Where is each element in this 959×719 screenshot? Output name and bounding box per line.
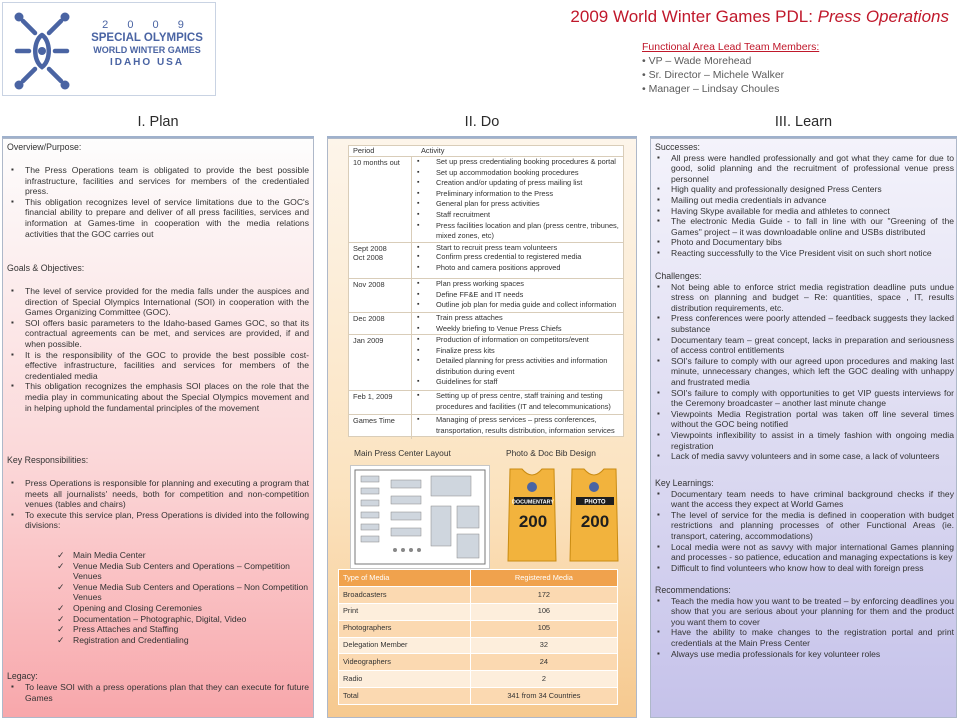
timeline-activity: ▪ General plan for press activities [414,199,621,210]
division-item: ✓ Venue Media Sub Centers and Operations – Competition Venues [51,561,309,582]
bib2-label: PHOTO [584,499,606,506]
timeline-row [349,242,623,252]
timeline-activity: ▪ Press facilities location and plan (press centre, tribunes, mixed zones, etc) [414,221,621,242]
plan-panel [2,138,314,718]
timeline-activity: ▪ Creation and/or updating of press mailing list [414,178,621,189]
timeline-activity: ▪ Preliminary information to the Press [414,189,621,200]
timeline-activity: ▪ Outline job plan for media guide and collect information [414,300,621,311]
do-panel [327,138,637,718]
key-item: ▪ To execute this service plan, Press Operations is divided into the following divisions: [7,510,309,531]
division-item: ✓ Documentation – Photographic, Digital, Video [51,614,309,625]
overview-item: ▪ The Press Operations team is obligated to provide the best possible infrastructure, facilities and services for members of the credentialed press. [7,165,309,197]
challenge-item: ▪ Press conferences were poorly attended – feedback suggests they lacked substance [653,313,954,334]
logo-line2: WORLD WINTER GAMES [93,45,201,55]
challenge-item: ▪ SOI's failure to comply with opportunities to get VIP guests interviews for the Ceremony broadcaster – another last minute change [653,388,954,409]
timeline-activity: ▪ Detailed planning for press activities and information distribution during event [414,356,621,377]
recommend-item: ▪ Always use media professionals for key volunteer roles [653,649,954,660]
timeline-period: Jan 2009 [353,336,384,345]
media-type-cell: Radio [339,671,471,688]
media-table [338,569,618,705]
timeline-row [349,156,623,242]
divisions-list [51,550,309,645]
challenge-item: ▪ Documentary team – great concept, lacks in preparation and seriousness of access control entitlements [653,335,954,356]
media-table-row [339,654,618,671]
timeline-period: 10 months out [353,158,400,167]
keylearn-item: ▪ Documentary team needs to have criminal background checks if they want the access they expect at World Games [653,489,954,510]
challenge-item: ▪ Viewpoints inflexibility to assist in a timely fashion with ongoing media registration [653,430,954,451]
challenge-item: ▪ Lack of media savvy volunteers and in some case, a lack of volunteers [653,451,954,462]
media-table-header-type: Type of Media [339,570,471,587]
division-item: ✓ Press Attaches and Staffing [51,624,309,635]
media-table-header-count: Registered Media [470,570,617,587]
timeline-row [349,278,623,312]
success-item: ▪ Mailing out media credentials in advance [653,195,954,206]
keylearn-item: ▪ The level of service for the media is defined in cooperation with budget restrictions and planning processes of other Functional Areas (ie. transport, catering, accommodations) [653,510,954,542]
division-item: ✓ Main Media Center [51,550,309,561]
bib1-number: 200 [518,512,548,531]
timeline-row [349,334,623,390]
page-title [570,7,949,27]
keylearn-heading: Key Learnings: [655,478,714,488]
success-item: ▪ Photo and Documentary bibs [653,237,954,248]
timeline-activity: ▪ Weekly briefing to Venue Press Chiefs [414,324,621,335]
division-item: ✓ Registration and Credentialing [51,635,309,646]
timeline-activities [411,335,621,391]
media-type-cell: Print [339,603,471,620]
logo-line3: IDAHO USA [109,57,185,68]
timeline-activity: ▪ Plan press working spaces [414,279,621,290]
goal-item: ▪ It is the responsibility of the GOC to provide the best possible cost-effective infrastructure, facilities and services for members of the credentialed media [7,350,309,382]
floorplan-drawing [351,466,489,568]
media-table-row [339,637,618,654]
timeline-activity: ▪ Set up press credentialing booking procedures & portal [414,157,621,168]
timeline-activity: ▪ Photo and camera positions approved [414,263,621,274]
recommend-list [653,596,954,660]
overview-item: ▪ This obligation recognizes level of service limitations due to the GOC's financial ability to prepare and deliver of all press facilities, services and information at Games-time in cooperation with the media relations activities that the GOC carries out [7,197,309,239]
goals-list [7,286,309,413]
timeline-activities [411,279,621,313]
timeline-period-header: Period [353,146,375,155]
division-item: ✓ Venue Media Sub Centers and Operations – Non Competition Venues [51,582,309,603]
bib2-number: 200 [580,512,610,531]
timeline-period: Dec 2008 [353,314,385,323]
media-type-cell: Delegation Member [339,637,471,654]
media-table-row [339,603,618,620]
logo [2,2,216,96]
challenges-heading: Challenges: [655,271,702,281]
media-count-cell: 32 [470,637,617,654]
timeline-activity: ▪ Define FF&E and IT needs [414,290,621,301]
success-item: ▪ The electronic Media Guide - to fall in line with our "Greening of the Games" project – it was downloadable online and USBs distributed [653,216,954,237]
logo-year: 2 0 0 9 [102,19,192,31]
timeline-activities [411,415,621,439]
success-item: ▪ Reacting successfully to the Vice President visit on such short notice [653,248,954,259]
team-member: • Sr. Director – Michele Walker [642,69,785,81]
goal-item: ▪ The level of service provided for the media falls under the auspices and direction of Special Olympics International (SOI) in cooperation with the Games Organizing Committee (GOC). [7,286,309,318]
key-item: ▪ Press Operations is responsible for planning and executing a program that meets all journalists' needs, both for competition and non-competition venues (tables and chairs) [7,478,309,510]
media-count-cell: 341 from 34 Countries [470,688,617,705]
timeline-activities [411,252,621,278]
successes-heading: Successes: [655,142,700,152]
media-table-body [339,586,618,704]
bib1-label: DOCUMENTARY [512,499,554,506]
challenge-item: ▪ Not being able to enforce strict media registration deadline puts undue stress on planning and budget – Re: quantities, space , IT, results distribution requirements, etc. [653,282,954,314]
success-item: ▪ High quality and professionally designed Press Centers [653,184,954,195]
bib-designs [502,465,624,569]
team-heading: Functional Area Lead Team Members: [642,41,820,53]
goal-item: ▪ SOI offers basic parameters to the Idaho-based Games GOC, so that its contractual agreements can be met, and services are provided, if and when possible. [7,318,309,350]
legacy-heading: Legacy: [7,671,38,681]
keylearn-list [653,489,954,574]
success-item: ▪ All press were handled professionally and got what they came for due to good, solid planning and the recruitment of professional venue press personnel [653,153,954,185]
timeline-row [349,312,623,334]
timeline-activities [411,313,621,335]
media-type-cell: Photographers [339,620,471,637]
media-count-cell: 105 [470,620,617,637]
timeline-activity: ▪ Finalize press kits [414,346,621,357]
goal-item: ▪ This obligation recognizes the emphasis SOI places on the role that the media play in communicating about the Special Olympics movement and in helping uphold the fundamental principles of the movement [7,381,309,413]
media-count-cell: 106 [470,603,617,620]
bibs-drawing [502,465,624,569]
media-count-cell: 2 [470,671,617,688]
goals-heading: Goals & Objectives: [7,263,85,273]
timeline-activity: ▪ Start to recruit press team volunteers [414,243,621,254]
timeline-activity: ▪ Train press attaches [414,313,621,324]
legacy-list [7,682,309,703]
media-table-row [339,671,618,688]
successes-list [653,153,954,259]
division-item: ✓ Opening and Closing Ceremonies [51,603,309,614]
timeline-activity: ▪ Managing of press services – press conferences, transportation, results distribution, information services [414,415,621,436]
success-item: ▪ Having Skype available for media and athletes to connect [653,206,954,217]
timeline-activities [411,391,621,415]
media-table-row [339,688,618,705]
column-header-learn: III. Learn [650,107,957,138]
layout-caption: Main Press Center Layout [354,448,451,458]
timeline-period: Nov 2008 [353,280,385,289]
bib-caption: Photo & Doc Bib Design [506,448,596,458]
team-members [642,40,819,96]
timeline-row [349,390,623,414]
timeline-activity-header: Activity [421,146,445,155]
column-header-plan: I. Plan [2,107,314,138]
timeline-activity: ▪ Setting up of press centre, staff training and testing procedures and facilities (IT and telecommunications) [414,391,621,412]
challenge-item: ▪ SOI's failure to comply with our agreed upon procedures and making last minute, unnecessary changes, which left the GOC dealing with unhappy and frustrated media [653,356,954,388]
timeline-activities [411,157,621,243]
timeline-row [349,252,623,278]
key-heading: Key Responsibilities: [7,455,89,465]
learn-panel [650,138,957,718]
media-type-cell: Total [339,688,471,705]
keylearn-item: ▪ Difficult to find volunteers who know how to deal with foreign press [653,563,954,574]
media-table-row [339,586,618,603]
media-table-row [339,620,618,637]
timeline-table [348,145,624,437]
timeline-activity: ▪ Set up accommodation booking procedures [414,168,621,179]
title-plain: 2009 World Winter Games PDL: [570,7,818,26]
timeline-activity: ▪ Confirm press credential to registered media [414,252,621,263]
team-list [642,54,819,96]
timeline-activity: ▪ Production of information on competitors/event [414,335,621,346]
timeline-row [349,414,623,438]
logo-line1: SPECIAL OLYMPICS [91,32,203,44]
press-center-floorplan [350,465,490,569]
challenge-item: ▪ Viewpoints Media Registration portal was taken off line several times without the GOC being notified [653,409,954,430]
team-member: • Manager – Lindsay Choules [642,83,780,95]
media-type-cell: Videographers [339,654,471,671]
overview-heading: Overview/Purpose: [7,142,82,152]
media-type-cell: Broadcasters [339,586,471,603]
keylearn-item: ▪ Local media were not as savvy with major international Games planning and processes - so patience, education and managing expectations is key [653,542,954,563]
overview-list [7,165,309,239]
logo-text [79,19,215,69]
special-olympics-logo-icon [9,11,75,91]
timeline-period: Oct 2008 [353,253,383,262]
title-italic: Press Operations [817,7,949,26]
key-list [7,478,309,531]
timeline-period: Games Time [353,416,395,425]
legacy-item: ▪ To leave SOI with a press operations plan that they can execute for future Games [7,682,309,703]
header [0,0,959,106]
challenges-list [653,282,954,462]
timeline-activity: ▪ Staff recruitment [414,210,621,221]
timeline-period: Sept 2008 [353,244,387,253]
timeline-period: Feb 1, 2009 [353,392,393,401]
timeline-activity: ▪ Guidelines for staff [414,377,621,388]
team-member: • VP – Wade Morehead [642,55,752,67]
recommend-heading: Recommendations: [655,585,731,595]
media-count-cell: 24 [470,654,617,671]
column-header-do: II. Do [327,107,637,138]
recommend-item: ▪ Have the ability to make changes to the registration portal and print credentials at the Main Press Center [653,627,954,648]
recommend-item: ▪ Teach the media how you want to be treated – by enforcing deadlines you show that you are serious about your planning for them and the product you want them to cover [653,596,954,628]
media-count-cell: 172 [470,586,617,603]
